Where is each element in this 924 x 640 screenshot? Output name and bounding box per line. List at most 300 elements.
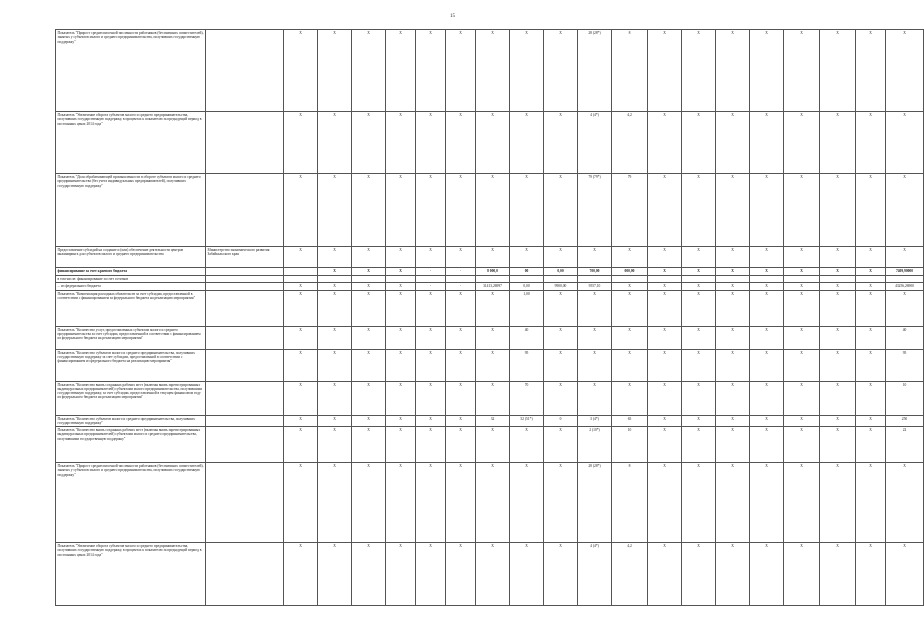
- value-cell: Х: [544, 326, 578, 349]
- value-cell: Х: [318, 381, 352, 415]
- value-cell: Х: [386, 112, 416, 174]
- value-cell: Х: [856, 381, 886, 415]
- value-cell: Х: [716, 381, 750, 415]
- value-cell: Х: [612, 283, 648, 290]
- value-cell: Х: [416, 381, 446, 415]
- value-cell: Х: [682, 30, 716, 112]
- value-cell: 22: [886, 427, 924, 463]
- value-cell: 4 (4*): [578, 112, 612, 174]
- table-row: [56, 30, 924, 112]
- value-cell: Х: [352, 112, 386, 174]
- value-cell: [648, 276, 682, 283]
- responsible-executor: [206, 276, 284, 283]
- value-cell: Х: [476, 290, 510, 326]
- value-cell: Х: [784, 268, 820, 276]
- value-cell: Х: [352, 174, 386, 247]
- value-cell: Х: [544, 463, 578, 543]
- value-cell: Х: [386, 247, 416, 268]
- value-cell: Х: [284, 349, 318, 381]
- value-cell: [318, 276, 352, 283]
- value-cell: 4 (4*): [578, 543, 612, 606]
- value-cell: Х: [648, 463, 682, 543]
- value-cell: Х: [510, 463, 544, 543]
- value-cell: Х: [476, 174, 510, 247]
- value-cell: 10: [886, 381, 924, 415]
- value-cell: 3 (4*): [578, 415, 612, 427]
- table-row: [56, 174, 924, 247]
- value-cell: Х: [682, 326, 716, 349]
- value-cell: Х: [446, 427, 476, 463]
- value-cell: Х: [476, 326, 510, 349]
- value-cell: Х: [648, 30, 682, 112]
- value-cell: Х: [716, 349, 750, 381]
- value-cell: Х: [716, 30, 750, 112]
- value-cell: Х: [784, 283, 820, 290]
- value-cell: Х: [648, 543, 682, 606]
- value-cell: Х: [716, 415, 750, 427]
- value-cell: Х: [284, 463, 318, 543]
- value-cell: Х: [386, 543, 416, 606]
- value-cell: Х: [284, 283, 318, 290]
- value-cell: Х: [648, 381, 682, 415]
- value-cell: Х: [318, 174, 352, 247]
- value-cell: Х: [446, 463, 476, 543]
- value-cell: 28 (28*): [578, 463, 612, 543]
- value-cell: Х: [682, 427, 716, 463]
- value-cell: Х: [886, 463, 924, 543]
- value-cell: Х: [856, 30, 886, 112]
- value-cell: [886, 276, 924, 283]
- value-cell: [578, 276, 612, 283]
- value-cell: Х: [318, 543, 352, 606]
- value-cell: Х: [682, 283, 716, 290]
- value-cell: Х: [386, 30, 416, 112]
- value-cell: Х: [682, 268, 716, 276]
- responsible-executor: [206, 415, 284, 427]
- value-cell: Х: [682, 463, 716, 543]
- table-row: [56, 381, 924, 415]
- value-cell: Х: [476, 30, 510, 112]
- value-cell: Х: [284, 174, 318, 247]
- indicator-description: Показатель "Количество вновь созданных рабочих мест (включая вновь зарегистрированных индивидуальных предпринимателей) субъектами малого и среднего предпринимательства, получившими государственную поддержку": [56, 427, 206, 463]
- value-cell: Х: [820, 381, 856, 415]
- value-cell: Х: [750, 326, 784, 349]
- value-cell: 9557,10: [578, 283, 612, 290]
- value-cell: 1,00: [510, 290, 544, 326]
- responsible-executor: [206, 268, 284, 276]
- value-cell: Х: [544, 543, 578, 606]
- value-cell: Х: [612, 326, 648, 349]
- value-cell: Х: [784, 112, 820, 174]
- value-cell: 65: [612, 415, 648, 427]
- value-cell: Х: [284, 381, 318, 415]
- responsible-executor: [206, 174, 284, 247]
- value-cell: [784, 276, 820, 283]
- table-row: [56, 112, 924, 174]
- value-cell: Х: [648, 427, 682, 463]
- value-cell: Х: [886, 174, 924, 247]
- value-cell: Х: [446, 349, 476, 381]
- value-cell: Х: [352, 268, 386, 276]
- value-cell: Х: [682, 415, 716, 427]
- value-cell: Х: [510, 30, 544, 112]
- value-cell: Х: [784, 427, 820, 463]
- value-cell: Х: [544, 349, 578, 381]
- value-cell: Х: [750, 349, 784, 381]
- value-cell: Х: [784, 247, 820, 268]
- value-cell: [510, 276, 544, 283]
- value-cell: Х: [446, 415, 476, 427]
- responsible-executor: [206, 283, 284, 290]
- value-cell: Х: [820, 283, 856, 290]
- indicator-description: Показатель "Прирост среднесписочной численности работников (без внешних совместителей), занятых у субъектов малого и среднего предпринимательства, получивших государственную поддержку": [56, 30, 206, 112]
- value-cell: 250: [886, 415, 924, 427]
- value-cell: Х: [578, 326, 612, 349]
- indicator-description: ... из федерального бюджета: [56, 283, 206, 290]
- responsible-executor: [206, 381, 284, 415]
- value-cell: Х: [648, 268, 682, 276]
- value-cell: Х: [386, 349, 416, 381]
- value-cell: 79: [612, 174, 648, 247]
- value-cell: Х: [284, 326, 318, 349]
- value-cell: Х: [886, 112, 924, 174]
- value-cell: Х: [820, 326, 856, 349]
- value-cell: Х: [750, 268, 784, 276]
- value-cell: Х: [856, 326, 886, 349]
- value-cell: Х: [386, 174, 416, 247]
- value-cell: Х: [544, 174, 578, 247]
- value-cell: Х: [284, 30, 318, 112]
- table-row: [56, 247, 924, 268]
- value-cell: Х: [446, 30, 476, 112]
- table-row: [56, 268, 924, 276]
- value-cell: 0,00: [510, 283, 544, 290]
- value-cell: Х: [682, 247, 716, 268]
- table-row: [56, 543, 924, 606]
- value-cell: Х: [510, 427, 544, 463]
- value-cell: Х: [386, 290, 416, 326]
- value-cell: Х: [416, 415, 446, 427]
- value-cell: 40: [886, 326, 924, 349]
- value-cell: Х: [820, 463, 856, 543]
- value-cell: Х: [476, 349, 510, 381]
- value-cell: Х: [682, 290, 716, 326]
- value-cell: Х: [716, 247, 750, 268]
- value-cell: 43256,26900: [886, 283, 924, 290]
- table-row: [56, 326, 924, 349]
- value-cell: [750, 276, 784, 283]
- value-cell: Х: [648, 290, 682, 326]
- value-cell: Х: [648, 415, 682, 427]
- value-cell: Х: [416, 349, 446, 381]
- value-cell: Х: [318, 268, 352, 276]
- value-cell: Х: [386, 268, 416, 276]
- value-cell: 32: [476, 415, 510, 427]
- value-cell: Х: [886, 290, 924, 326]
- value-cell: Х: [716, 543, 750, 606]
- value-cell: [446, 276, 476, 283]
- value-cell: Х: [784, 415, 820, 427]
- value-cell: Х: [386, 463, 416, 543]
- value-cell: Х: [682, 349, 716, 381]
- table-row: [56, 349, 924, 381]
- value-cell: Х: [716, 290, 750, 326]
- value-cell: Х: [446, 381, 476, 415]
- table-row: [56, 463, 924, 543]
- value-cell: Х: [716, 268, 750, 276]
- indicator-description: Показатель "Увеличение оборота субъектов малого и среднего предпринимательства, получивших государственную поддержку, в процентах к показателю за предыдущий период в постоянных ценах 2014 года": [56, 112, 206, 174]
- value-cell: [820, 276, 856, 283]
- value-cell: [476, 276, 510, 283]
- value-cell: Х: [352, 543, 386, 606]
- value-cell: Х: [716, 283, 750, 290]
- responsible-executor: [206, 463, 284, 543]
- value-cell: -: [446, 283, 476, 290]
- value-cell: Х: [648, 349, 682, 381]
- value-cell: Х: [318, 427, 352, 463]
- value-cell: Х: [682, 381, 716, 415]
- value-cell: Х: [648, 283, 682, 290]
- value-cell: Х: [416, 30, 446, 112]
- value-cell: Х: [416, 290, 446, 326]
- value-cell: Х: [612, 290, 648, 326]
- value-cell: Х: [856, 268, 886, 276]
- value-cell: Х: [352, 349, 386, 381]
- value-cell: Х: [386, 283, 416, 290]
- table-row: [56, 427, 924, 463]
- value-cell: Х: [716, 463, 750, 543]
- value-cell: Х: [416, 463, 446, 543]
- value-cell: Х: [886, 247, 924, 268]
- value-cell: 700,00: [578, 268, 612, 276]
- value-cell: Х: [612, 349, 648, 381]
- value-cell: Х: [318, 30, 352, 112]
- value-cell: Х: [476, 381, 510, 415]
- value-cell: Х: [386, 427, 416, 463]
- value-cell: 40: [510, 326, 544, 349]
- indicator-description: Предоставление субсидий на создание и (или) обеспечение деятельности центров инжиниринга для субъектов малого и среднего предпринимательства: [56, 247, 206, 268]
- value-cell: Х: [476, 112, 510, 174]
- value-cell: Х: [318, 112, 352, 174]
- value-cell: Х: [784, 463, 820, 543]
- responsible-executor: Министерство экономического развития Забайкальского края: [206, 247, 284, 268]
- value-cell: Х: [750, 415, 784, 427]
- value-cell: Х: [682, 112, 716, 174]
- value-cell: Х: [352, 381, 386, 415]
- value-cell: Х: [352, 463, 386, 543]
- indicator-description: Показатель "Количество субъектов малого и среднего предпринимательства, получивших государственную поддержку за счет субсидии, предоставленной в соответствии с финансированием из федерального бюджета на реализацию мероприятия": [56, 349, 206, 381]
- value-cell: Х: [750, 290, 784, 326]
- value-cell: Х: [578, 381, 612, 415]
- value-cell: Х: [416, 427, 446, 463]
- page-number: 15: [450, 14, 455, 19]
- value-cell: Х: [886, 543, 924, 606]
- value-cell: Х: [352, 427, 386, 463]
- value-cell: Х: [820, 543, 856, 606]
- value-cell: Х: [784, 543, 820, 606]
- value-cell: Х: [318, 326, 352, 349]
- value-cell: Х: [578, 247, 612, 268]
- value-cell: Х: [510, 174, 544, 247]
- value-cell: Х: [386, 415, 416, 427]
- indicator-description: Показатель "Доля обрабатывающей промышленности в обороте субъектов малого и среднего предпринимательства (без учета индивидуальных предпринимателей), получивших государственную поддержку": [56, 174, 206, 247]
- indicator-description: Показатель "Прирост среднесписочной численности работников (без внешних совместителей), занятых у субъектов малого и среднего предпринимательства, получивших государственную поддержку": [56, 463, 206, 543]
- value-cell: Х: [750, 543, 784, 606]
- value-cell: Х: [476, 247, 510, 268]
- value-cell: 70: [510, 381, 544, 415]
- value-cell: Х: [352, 247, 386, 268]
- value-cell: Х: [784, 349, 820, 381]
- value-cell: Х: [416, 112, 446, 174]
- value-cell: [682, 276, 716, 283]
- indicator-description: Показатель "Увеличение оборота субъектов малого и среднего предпринимательства, получивших государственную поддержку, в процентах к показателю за предыдущий период в постоянных ценах 2014 года": [56, 543, 206, 606]
- value-cell: Х: [510, 543, 544, 606]
- value-cell: Х: [820, 290, 856, 326]
- value-cell: Х: [578, 290, 612, 326]
- value-cell: Х: [716, 174, 750, 247]
- value-cell: Х: [544, 112, 578, 174]
- value-cell: Х: [352, 30, 386, 112]
- value-cell: Х: [510, 247, 544, 268]
- value-cell: Х: [856, 112, 886, 174]
- value-cell: Х: [820, 30, 856, 112]
- value-cell: Х: [476, 543, 510, 606]
- value-cell: Х: [648, 174, 682, 247]
- value-cell: Х: [416, 174, 446, 247]
- value-cell: [386, 276, 416, 283]
- value-cell: [352, 276, 386, 283]
- value-cell: Х: [612, 381, 648, 415]
- value-cell: Х: [318, 283, 352, 290]
- value-cell: 000,00: [612, 268, 648, 276]
- value-cell: Х: [284, 543, 318, 606]
- value-cell: Х: [784, 30, 820, 112]
- table-row: [56, 290, 924, 326]
- value-cell: Х: [682, 174, 716, 247]
- value-cell: Х: [318, 290, 352, 326]
- value-cell: Х: [284, 415, 318, 427]
- value-cell: 00: [510, 268, 544, 276]
- value-cell: Х: [544, 247, 578, 268]
- value-cell: Х: [856, 349, 886, 381]
- value-cell: Х: [352, 290, 386, 326]
- value-cell: Х: [682, 543, 716, 606]
- indicator-description: Показатель "Компенсация расходных обязательств за счет субсидии, предоставленной в соответствии с финансированием за федерального бюджета на реализацию мероприятия": [56, 290, 206, 326]
- value-cell: Х: [716, 326, 750, 349]
- value-cell: 4,2: [612, 543, 648, 606]
- responsible-executor: [206, 290, 284, 326]
- value-cell: Х: [856, 427, 886, 463]
- indicator-description: финансирование за счет краевого бюджета: [56, 268, 206, 276]
- value-cell: [856, 276, 886, 283]
- value-cell: 7409,90000: [886, 268, 924, 276]
- value-cell: [716, 276, 750, 283]
- value-cell: Х: [750, 112, 784, 174]
- value-cell: 8: [612, 30, 648, 112]
- value-cell: Х: [784, 326, 820, 349]
- value-cell: Х: [750, 247, 784, 268]
- value-cell: Х: [820, 427, 856, 463]
- value-cell: Х: [352, 283, 386, 290]
- value-cell: [544, 276, 578, 283]
- value-cell: 28 (28*): [578, 30, 612, 112]
- value-cell: Х: [284, 427, 318, 463]
- value-cell: 95: [510, 349, 544, 381]
- value-cell: Х: [476, 463, 510, 543]
- value-cell: Х: [856, 247, 886, 268]
- value-cell: Х: [446, 326, 476, 349]
- responsible-executor: [206, 427, 284, 463]
- value-cell: 2 (10*): [578, 427, 612, 463]
- value-cell: Х: [318, 463, 352, 543]
- value-cell: 4,2: [612, 112, 648, 174]
- value-cell: Х: [510, 112, 544, 174]
- value-cell: Х: [750, 30, 784, 112]
- value-cell: 8 000,0: [476, 268, 510, 276]
- value-cell: Х: [416, 247, 446, 268]
- indicator-description: в том числе: финансирование за счет остатков: [56, 276, 206, 283]
- value-cell: 0: [544, 415, 578, 427]
- table-row: [56, 415, 924, 427]
- value-cell: Х: [416, 543, 446, 606]
- responsible-executor: [206, 30, 284, 112]
- value-cell: 0,00: [544, 268, 578, 276]
- program-table: [55, 29, 924, 606]
- responsible-executor: [206, 349, 284, 381]
- value-cell: Х: [820, 415, 856, 427]
- value-cell: Х: [820, 349, 856, 381]
- value-cell: Х: [284, 112, 318, 174]
- value-cell: Х: [856, 174, 886, 247]
- value-cell: Х: [386, 326, 416, 349]
- value-cell: Х: [820, 112, 856, 174]
- value-cell: Х: [284, 247, 318, 268]
- value-cell: Х: [716, 427, 750, 463]
- value-cell: Х: [856, 415, 886, 427]
- value-cell: Х: [612, 247, 648, 268]
- value-cell: Х: [716, 112, 750, 174]
- value-cell: Х: [446, 290, 476, 326]
- table-row: [56, 283, 924, 290]
- value-cell: Х: [648, 326, 682, 349]
- value-cell: Х: [856, 290, 886, 326]
- value-cell: Х: [544, 30, 578, 112]
- table-row: [56, 276, 924, 283]
- value-cell: 79 (79*): [578, 174, 612, 247]
- value-cell: Х: [856, 283, 886, 290]
- value-cell: 10: [612, 427, 648, 463]
- value-cell: Х: [446, 247, 476, 268]
- value-cell: Х: [352, 415, 386, 427]
- value-cell: Х: [318, 247, 352, 268]
- value-cell: [416, 276, 446, 283]
- value-cell: [612, 276, 648, 283]
- value-cell: Х: [856, 543, 886, 606]
- value-cell: [284, 268, 318, 276]
- responsible-executor: [206, 543, 284, 606]
- value-cell: Х: [446, 543, 476, 606]
- value-cell: Х: [476, 427, 510, 463]
- value-cell: Х: [820, 174, 856, 247]
- value-cell: Х: [750, 283, 784, 290]
- value-cell: Х: [750, 381, 784, 415]
- value-cell: Х: [784, 290, 820, 326]
- value-cell: Х: [750, 427, 784, 463]
- value-cell: Х: [544, 427, 578, 463]
- value-cell: Х: [856, 463, 886, 543]
- value-cell: 95: [886, 349, 924, 381]
- value-cell: Х: [784, 174, 820, 247]
